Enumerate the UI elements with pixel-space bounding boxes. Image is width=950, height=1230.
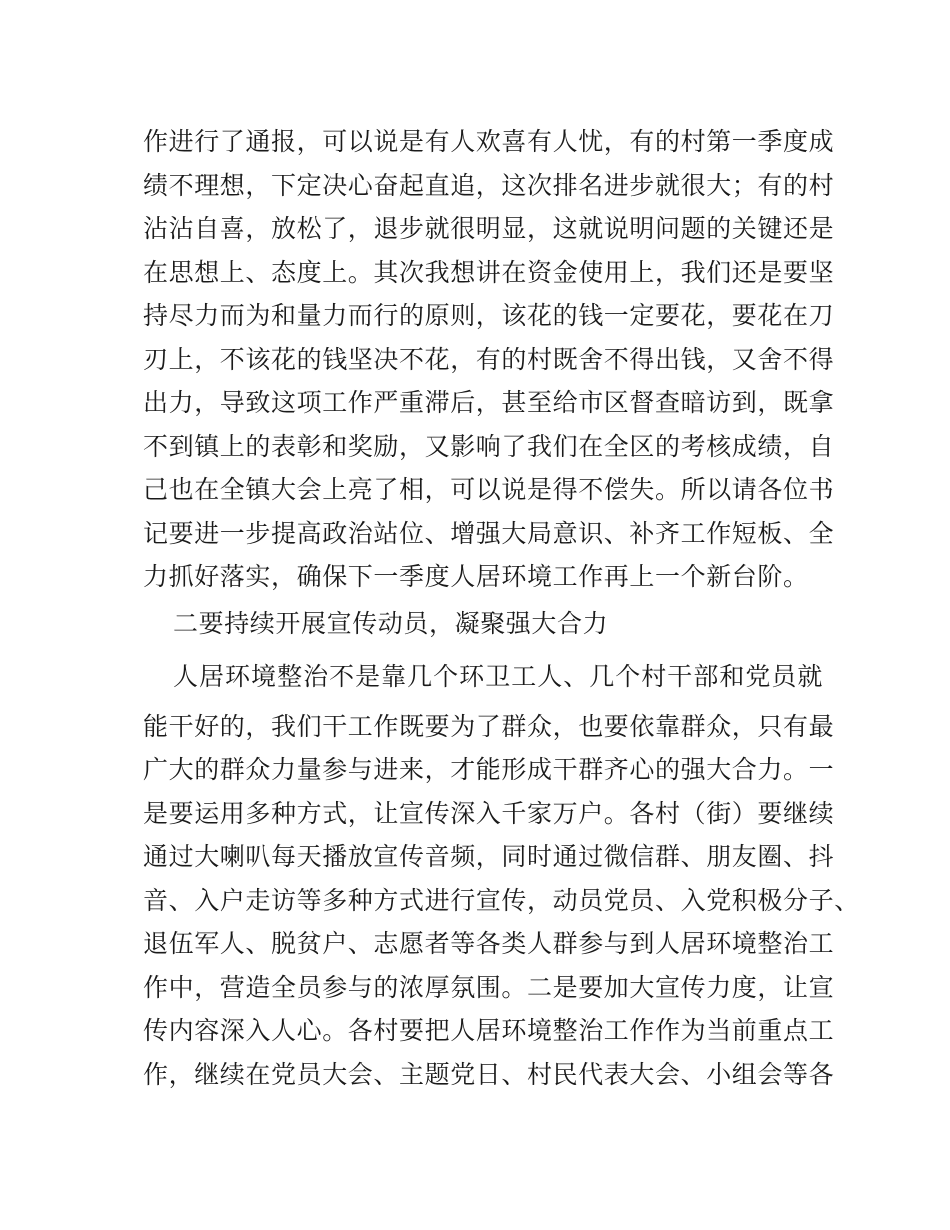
text-line: 不到镇上的表彰和奖励，又影响了我们在全区的考核成绩，自 (143, 431, 835, 461)
text-line: 记要进一步提高政治站位、增强大局意识、补齐工作短板、全 (143, 518, 835, 548)
text-line: 在思想上、态度上。其次我想讲在资金使用上，我们还是要坚 (143, 257, 835, 287)
paragraph-first-line: 人居环境整治不是靠几个环卫工人、几个村干部和党员就 (173, 661, 823, 691)
text-line: 作，继续在党员大会、主题党日、村民代表大会、小组会等各 (143, 1059, 835, 1089)
text-line: 己也在全镇大会上亮了相，可以说是得不偿失。所以请各位书 (143, 475, 835, 504)
text-line: 退伍军人、脱贫户、志愿者等各类人群参与到人居环境整治工 (143, 929, 835, 958)
text-line: 传内容深入人心。各村要把人居环境整治工作作为当前重点工 (143, 1016, 835, 1045)
text-line: 通过大喇叭每天播放宣传音频，同时通过微信群、朋友圈、抖 (143, 842, 835, 871)
text-line: 出力，导致这项工作严重滞后，甚至给市区督查暗访到，既拿 (143, 388, 835, 417)
text-line: 广大的群众力量参与进来，才能形成干群齐心的强大合力。一 (143, 755, 835, 784)
text-line: 音、入户走访等多种方式进行宣传，动员党员、入党积极分子、 (143, 885, 860, 915)
document-body (143, 120, 860, 1096)
text-line: 作中，营造全员参与的浓厚氛围。二是要加大宣传力度，让宣 (143, 972, 835, 1002)
text-line: 能干好的，我们干工作既要为了群众，也要依靠群众，只有最 (143, 711, 835, 741)
text-line: 是要运用多种方式，让宣传深入千家万户。各村（街）要继续 (143, 798, 835, 828)
section-heading: 二要持续开展宣传动员，凝聚强大合力 (173, 608, 609, 638)
text-line: 刃上，不该花的钱坚决不花，有的村既舍不得出钱，又舍不得 (143, 344, 835, 374)
text-line: 持尽力而为和量力而行的原则，该花的钱一定要花，要花在刀 (143, 301, 835, 330)
paragraph-last-line: 力抓好落实，确保下一季度人居环境工作再上一个新台阶。 (143, 562, 809, 591)
text-line: 沾沾自喜，放松了，退步就很明显，这就说明问题的关键还是 (143, 214, 835, 243)
text-line: 绩不理想，下定决心奋起直追，这次排名进步就很大；有的村 (143, 170, 835, 200)
text-line: 作进行了通报，可以说是有人欢喜有人忧，有的村第一季度成 (143, 127, 835, 156)
